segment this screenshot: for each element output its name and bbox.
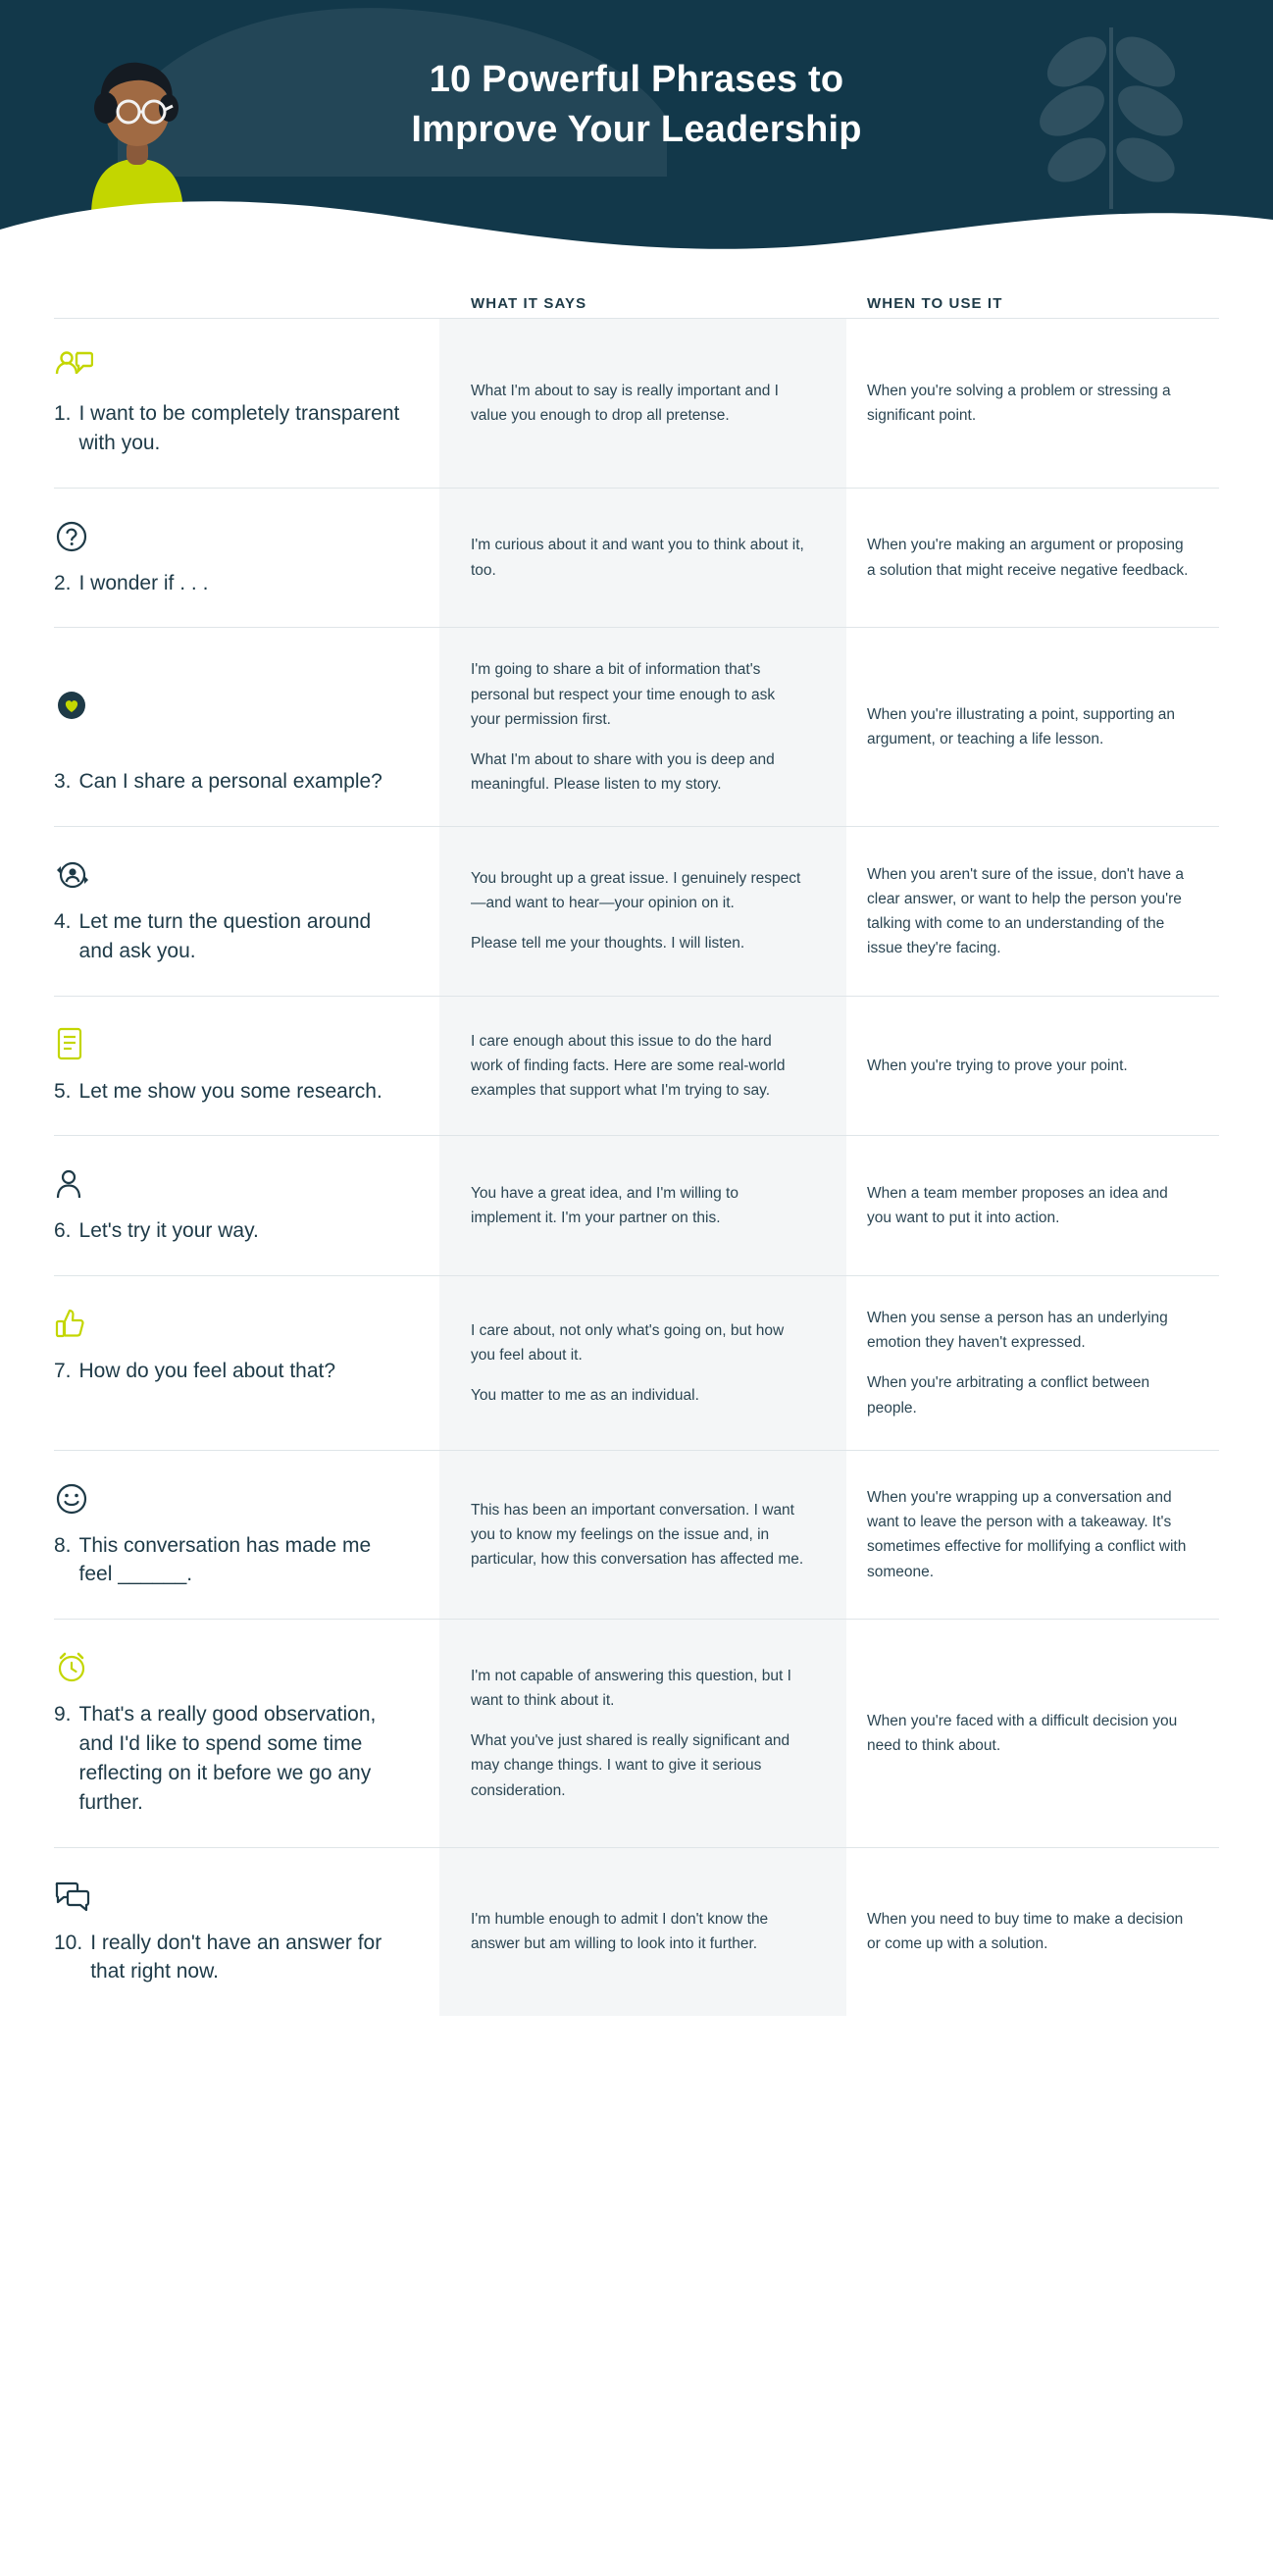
phrase-label: I really don't have an answer for that right now. bbox=[90, 1931, 382, 1984]
page-title-line-1: 10 Powerful Phrases to bbox=[429, 59, 844, 100]
phrase-label: Can I share a personal example? bbox=[78, 770, 382, 794]
phrase-cell bbox=[54, 1136, 439, 1275]
table-column-headers bbox=[0, 257, 1273, 318]
heart-circle-icon bbox=[54, 683, 400, 728]
phrase-label: I wonder if . . . bbox=[78, 571, 209, 594]
phrase-label: Let me turn the question around and ask you. bbox=[78, 909, 372, 962]
thumbs-up-icon bbox=[54, 1302, 400, 1347]
phrase-number: 10. bbox=[54, 1931, 83, 1954]
phrase-label: I want to be completely transparent with you. bbox=[78, 402, 400, 454]
says-paragraph: I'm going to share a bit of information that's personal but respect your time enough to ask your permission first. bbox=[471, 661, 776, 728]
phrase-number: 8. bbox=[54, 1533, 72, 1557]
phrase-number: 9. bbox=[54, 1703, 72, 1726]
what-it-says-cell bbox=[439, 1620, 846, 1846]
table-row bbox=[0, 1275, 1273, 1449]
phrase-text bbox=[54, 1357, 400, 1386]
phrase-cell bbox=[54, 1848, 439, 2017]
phrase-label: Let's try it your way. bbox=[78, 1219, 259, 1243]
table-row bbox=[0, 996, 1273, 1136]
phrase-cell bbox=[54, 489, 439, 628]
when-paragraph: When you're trying to prove your point. bbox=[867, 1056, 1128, 1074]
what-it-says-cell bbox=[439, 1451, 846, 1620]
phrase-number: 3. bbox=[54, 770, 72, 794]
what-it-says-cell bbox=[439, 997, 846, 1136]
says-paragraph: You brought up a great issue. I genuinely respect—and want to hear—your opinion on it. bbox=[471, 870, 801, 912]
phrase-text bbox=[54, 1700, 400, 1817]
says-paragraph: Please tell me your thoughts. I will listen. bbox=[471, 935, 745, 953]
phrase-label: This conversation has made me feel ______. bbox=[78, 1533, 372, 1586]
page-header bbox=[0, 0, 1273, 257]
header-wave-divider bbox=[0, 190, 1273, 257]
when-to-use-cell bbox=[846, 628, 1199, 826]
phrase-number: 1. bbox=[54, 402, 72, 425]
says-paragraph: What I'm about to say is really important and I value you enough to drop all pretense. bbox=[471, 382, 779, 424]
when-to-use-cell bbox=[846, 1136, 1199, 1275]
page-title bbox=[0, 55, 1273, 156]
when-paragraph: When you need to buy time to make a decision or come up with a solution. bbox=[867, 1911, 1184, 1953]
says-paragraph: I care enough about this issue to do the hard work of finding facts. Here are some real-world examples that support what I'm trying to say. bbox=[471, 1032, 786, 1100]
when-paragraph: When you're making an argument or proposing a solution that might receive negative feedback. bbox=[867, 537, 1189, 579]
when-paragraph: When you're faced with a difficult decision you need to think about. bbox=[867, 1712, 1178, 1754]
phrase-label: Let me show you some research. bbox=[78, 1079, 382, 1103]
when-paragraph: When you aren't sure of the issue, don't have a clear answer, or want to help the person you're talking with come to an understanding of the issue they're facing. bbox=[867, 865, 1185, 956]
when-to-use-cell bbox=[846, 1276, 1199, 1449]
phrase-number: 6. bbox=[54, 1219, 72, 1243]
table-row bbox=[0, 318, 1273, 488]
phrases-table bbox=[0, 257, 1273, 2055]
table-row bbox=[0, 488, 1273, 628]
phrase-number: 7. bbox=[54, 1360, 72, 1383]
phrase-label: How do you feel about that? bbox=[78, 1360, 336, 1383]
what-it-says-cell bbox=[439, 1276, 846, 1449]
says-paragraph: What you've just shared is really significant and may change things. I want to give it serious consideration. bbox=[471, 1732, 790, 1799]
table-row bbox=[0, 1135, 1273, 1275]
says-paragraph: I'm not capable of answering this question, but I want to think about it. bbox=[471, 1668, 791, 1710]
phrase-text bbox=[54, 1216, 400, 1246]
when-paragraph: When you're illustrating a point, supporting an argument, or teaching a life lesson. bbox=[867, 706, 1176, 748]
phrase-text bbox=[54, 907, 400, 966]
person-icon bbox=[54, 1161, 400, 1207]
phrase-text bbox=[54, 569, 400, 598]
phrase-text bbox=[54, 1929, 400, 1987]
when-to-use-cell bbox=[846, 1620, 1199, 1846]
when-paragraph: When you're arbitrating a conflict between people. bbox=[867, 1374, 1150, 1417]
phrase-text bbox=[54, 1077, 400, 1107]
what-it-says-cell bbox=[439, 827, 846, 996]
what-it-says-cell bbox=[439, 1136, 846, 1275]
table-row bbox=[0, 627, 1273, 826]
column-header-what-it-says: WHAT IT SAYS bbox=[471, 295, 587, 312]
when-paragraph: When you're solving a problem or stressing a significant point. bbox=[867, 382, 1171, 424]
when-paragraph: When you're wrapping up a conversation and want to leave the person with a takeaway. It's sometimes effective for mollifying a conflict with someone. bbox=[867, 1489, 1187, 1580]
when-to-use-cell bbox=[846, 1848, 1199, 2017]
what-it-says-cell bbox=[439, 489, 846, 628]
when-to-use-cell bbox=[846, 997, 1199, 1136]
says-paragraph: I care about, not only what's going on, but how you feel about it. bbox=[471, 1321, 785, 1364]
phrase-cell bbox=[54, 1451, 439, 1620]
what-it-says-cell bbox=[439, 1848, 846, 2017]
phrase-cell bbox=[54, 1276, 439, 1449]
phrase-number: 5. bbox=[54, 1079, 72, 1103]
says-paragraph: I'm humble enough to admit I don't know the answer but am willing to look into it further. bbox=[471, 1911, 769, 1953]
phrase-cell bbox=[54, 827, 439, 996]
column-header-when-to-use-it: WHEN TO USE IT bbox=[867, 295, 1003, 312]
says-paragraph: This has been an important conversation. I want you to know my feelings on the issue and, in particular, how this conversation has affected me. bbox=[471, 1501, 804, 1569]
phrase-text bbox=[54, 767, 400, 797]
chat-bubbles-icon bbox=[54, 1874, 400, 1919]
table-row bbox=[0, 826, 1273, 996]
smiley-face-icon bbox=[54, 1476, 400, 1521]
when-paragraph: When a team member proposes an idea and you want to put it into action. bbox=[867, 1185, 1168, 1227]
people-speech-icon bbox=[54, 344, 400, 389]
person-swap-icon bbox=[54, 852, 400, 898]
when-to-use-cell bbox=[846, 1451, 1199, 1620]
table-row bbox=[0, 1847, 1273, 2017]
phrase-number: 2. bbox=[54, 571, 72, 594]
phrase-label: That's a really good observation, and I'd like to spend some time reflecting on it before we go any further. bbox=[78, 1703, 377, 1814]
when-to-use-cell bbox=[846, 489, 1199, 628]
when-to-use-cell bbox=[846, 827, 1199, 996]
phrase-cell bbox=[54, 628, 439, 826]
alarm-clock-icon bbox=[54, 1645, 400, 1690]
phrase-text bbox=[54, 1531, 400, 1590]
page-title-line-2: Improve Your Leadership bbox=[411, 109, 862, 151]
phrase-text bbox=[54, 399, 400, 458]
table-row bbox=[0, 1450, 1273, 1620]
what-it-says-cell bbox=[439, 628, 846, 826]
phrase-cell bbox=[54, 997, 439, 1136]
table-row bbox=[0, 1619, 1273, 1846]
says-paragraph: I'm curious about it and want you to think about it, too. bbox=[471, 537, 804, 579]
says-paragraph: You have a great idea, and I'm willing to implement it. I'm your partner on this. bbox=[471, 1185, 738, 1227]
phrase-number: 4. bbox=[54, 909, 72, 933]
says-paragraph: You matter to me as an individual. bbox=[471, 1387, 699, 1404]
says-paragraph: What I'm about to share with you is deep and meaningful. Please listen to my story. bbox=[471, 750, 775, 793]
what-it-says-cell bbox=[439, 319, 846, 488]
phrase-cell bbox=[54, 1620, 439, 1846]
when-to-use-cell bbox=[846, 319, 1199, 488]
document-lines-icon bbox=[54, 1022, 400, 1067]
phrase-cell bbox=[54, 319, 439, 488]
question-circle-icon bbox=[54, 514, 400, 559]
when-paragraph: When you sense a person has an underlying emotion they haven't expressed. bbox=[867, 1310, 1168, 1352]
